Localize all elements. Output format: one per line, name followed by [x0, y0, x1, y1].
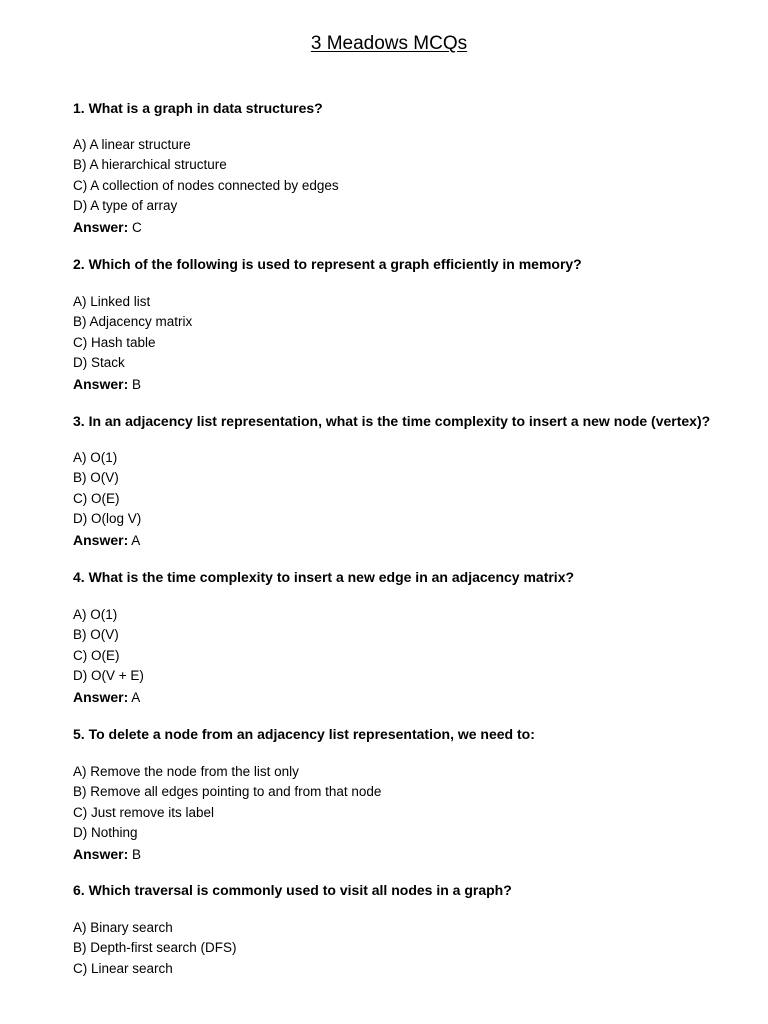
- document-title: 3 Meadows MCQs: [310, 33, 468, 54]
- option: C) A collection of nodes connected by edges: [73, 177, 339, 193]
- question-options: [73, 448, 141, 550]
- question-options: [73, 918, 237, 979]
- question-options: [73, 135, 339, 237]
- question-text: 6. Which traversal is commonly used to visit all nodes in a graph?: [73, 882, 512, 898]
- question-text: 1. What is a graph in data structures?: [73, 100, 323, 116]
- option: A) O(1): [73, 450, 118, 465]
- answer-label: Answer:: [73, 531, 129, 548]
- answer-label: Answer:: [73, 218, 129, 235]
- answer-label: Answer:: [73, 845, 129, 862]
- option: C) O(E): [73, 647, 120, 663]
- option: C) O(E): [73, 490, 120, 506]
- question-options: [73, 762, 381, 864]
- option: A) Binary search: [73, 920, 173, 935]
- option: A) Remove the node from the list only: [73, 764, 299, 779]
- answer-value: A: [131, 532, 141, 548]
- answer-value: C: [132, 219, 142, 235]
- option: D) O(log V): [73, 511, 142, 527]
- option: D) Nothing: [73, 825, 138, 841]
- answer-value: A: [131, 689, 141, 705]
- option: B) Depth-first search (DFS): [73, 940, 237, 956]
- option: C) Just remove its label: [73, 804, 215, 820]
- answer-line: [73, 374, 192, 394]
- option: B) Adjacency matrix: [73, 314, 193, 330]
- option: B) O(V): [73, 470, 119, 486]
- answer-line: [73, 530, 141, 550]
- question-text: 5. To delete a node from an adjacency list representation, we need to:: [73, 726, 535, 742]
- question-text: 3. In an adjacency list representation, what is the time complexity to insert a new node (vertex)?: [73, 413, 711, 429]
- question-options: [73, 605, 144, 707]
- option: B) O(V): [73, 627, 119, 643]
- question-text: 4. What is the time complexity to insert a new edge in an adjacency matrix?: [73, 569, 575, 585]
- option: C) Linear search: [73, 960, 173, 976]
- option: B) A hierarchical structure: [73, 157, 227, 173]
- option: D) O(V + E): [73, 668, 144, 684]
- option: D) Stack: [73, 355, 125, 371]
- option: B) Remove all edges pointing to and from that node: [73, 784, 382, 800]
- question-text: 2. Which of the following is used to represent a graph efficiently in memory?: [73, 256, 582, 272]
- option: D) A type of array: [73, 198, 178, 214]
- option: A) A linear structure: [73, 137, 191, 152]
- answer-line: [73, 844, 381, 864]
- answer-label: Answer:: [73, 688, 129, 705]
- answer-label: Answer:: [73, 375, 129, 392]
- answer-line: [73, 217, 339, 237]
- answer-line: [73, 687, 144, 707]
- option: C) Hash table: [73, 334, 156, 350]
- answer-value: B: [132, 846, 142, 862]
- option: A) O(1): [73, 607, 118, 622]
- question-options: [73, 292, 192, 394]
- option: A) Linked list: [73, 294, 151, 309]
- answer-value: B: [132, 376, 142, 392]
